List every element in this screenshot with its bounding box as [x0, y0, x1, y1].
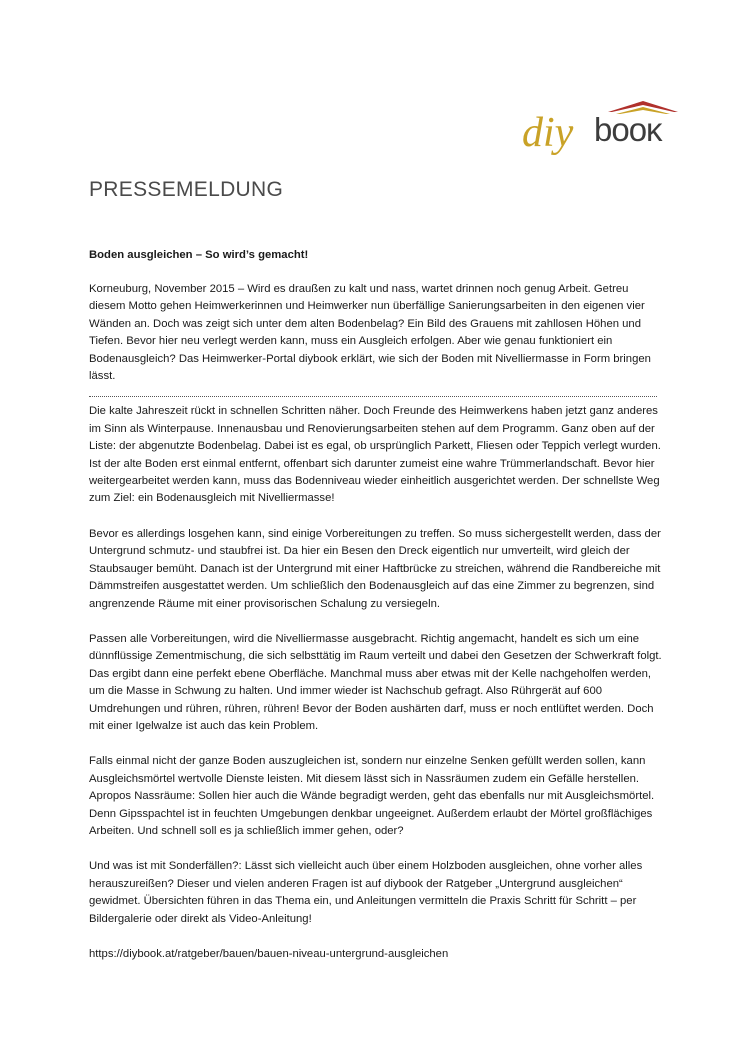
logo-book-text: bοοκ — [594, 111, 662, 148]
logo-diy-text: diy — [522, 110, 574, 156]
page-heading: PRESSEMELDUNG — [89, 178, 284, 201]
press-release-body — [89, 247, 667, 963]
source-url-link[interactable]: https://diybook.at/ratgeber/bauen/bauen-niveau-untergrund-ausgleichen — [89, 948, 449, 960]
diybook-logo — [520, 98, 680, 164]
diybook-logo-graphic — [520, 98, 680, 164]
dotted-divider — [89, 396, 657, 397]
release-title: Boden ausgleichen – So wird’s gemacht! — [89, 249, 309, 261]
body-paragraph: Bevor es allerdings losgehen kann, sind einige Vorbereitungen zu treffen. So muss sichergestellt werden, dass der Untergrund schmutz- und staubfrei ist. Da hier ein Besen den Dreck eigentlich nur umverteilt, wird gleich der Staubsauger bemüht. Danach ist der Untergrund mit einer Haftbrücke zu streichen, während die Randbereiche mit Dämmstreifen ausgestattet werden. Um schließlich den Bodenausgleich auf das eine Zimmer zu begrenzen, sind angrenzende Räume mit einer provisorischen Schalung zu versiegeln. — [89, 527, 661, 610]
body-paragraph: Falls einmal nicht der ganze Boden auszugleichen ist, sondern nur einzelne Senken gefüllt werden sollen, kann Ausgleichsmörtel wertvolle Dienste leisten. Mit diesem lässt sich in Nassräumen zudem ein Gefälle herstellen. Apropos Nassräume: Sollen hier auch die Wände begradigt werden, geht das ebenfalls nur mit Ausgleichsmörtel. Denn Gipsspachtel ist in feuchten Umgebungen denkbar ungeeignet. Außerdem erlaubt der Mörtel großflächiges Arbeiten. Und schnell soll es ja schließlich immer gehen, oder? — [89, 755, 655, 837]
body-paragraph: Und was ist mit Sonderfällen?: Lässt sich vielleicht auch über einem Holzboden ausgleichen, ohne vorher alles herauszureißen? Dieser und vielen anderen Fragen ist auf diybook der Ratgeber „Untergrund ausgleichen“ gewidmet. Übersichten führen in das Thema ein, und Anleitungen vermitteln die Praxis Schritt für Schritt – per Bildergalerie oder direkt als Video-Anleitung! — [89, 860, 643, 925]
body-paragraph: Passen alle Vorbereitungen, wird die Nivelliermasse ausgebracht. Richtig angemacht, handelt es sich um eine dünnflüssige Zementmischung, die sich selbsttätig im Raum verteilt und dabei den Gesetzen der Schwerkraft folgt. Das ergibt dann eine perfekt ebene Oberfläche. Manchmal muss aber etwas mit der Kelle nachgeholfen werden, um die Masse in Schwung zu halten. Und immer wieder ist Nachschub gefragt. Also Rührgerät auf 600 Umdrehungen und rühren, rühren, rühren! Bevor der Boden aushärten darf, muss er noch entlüftet werden. Doch mit einer Igelwalze ist auch das kein Problem. — [89, 632, 662, 732]
body-paragraph: Die kalte Jahreszeit rückt in schnellen Schritten näher. Doch Freunde des Heimwerkens haben jetzt ganz anderes im Sinn als Winterpause. Innenausbau und Renovierungsarbeiten stehen auf dem Programm. Ganz oben auf der Liste: der abgenutzte Bodenbelag. Dabei ist es egal, ob ursprünglich Parkett, Fliesen oder Teppich verlegt wurden. Ist der alte Boden erst einmal entfernt, offenbart sich darunter zumeist eine wahre Trümmerlandschaft. Bevor hier weitergearbeitet werden kann, muss das Bodenniveau wieder einheitlich ausgerichtet werden. Der schnellste Weg zum Ziel: ein Bodenausgleich mit Nivelliermasse! — [89, 405, 661, 505]
lead-paragraph: Korneuburg, November 2015 – Wird es draußen zu kalt und nass, wartet drinnen noch genug Arbeit. Getreu diesem Motto gehen Heimwerkerinnen und Heimwerker nun überfällige Sanierungsarbeiten in den eigenen vier Wänden an. Doch was zeigt sich unter dem alten Bodenbelag? Ein Bild des Grauens mit zahllosen Höhen und Tiefen. Bevor hier neu verlegt werden kann, muss ein Ausgleich erfolgen. Aber wie genau funktioniert ein Bodenausgleich? Das Heimwerker-Portal diybook erklärt, wie sich der Boden mit Nivelliermasse in Form bringen lässt. — [89, 283, 651, 383]
